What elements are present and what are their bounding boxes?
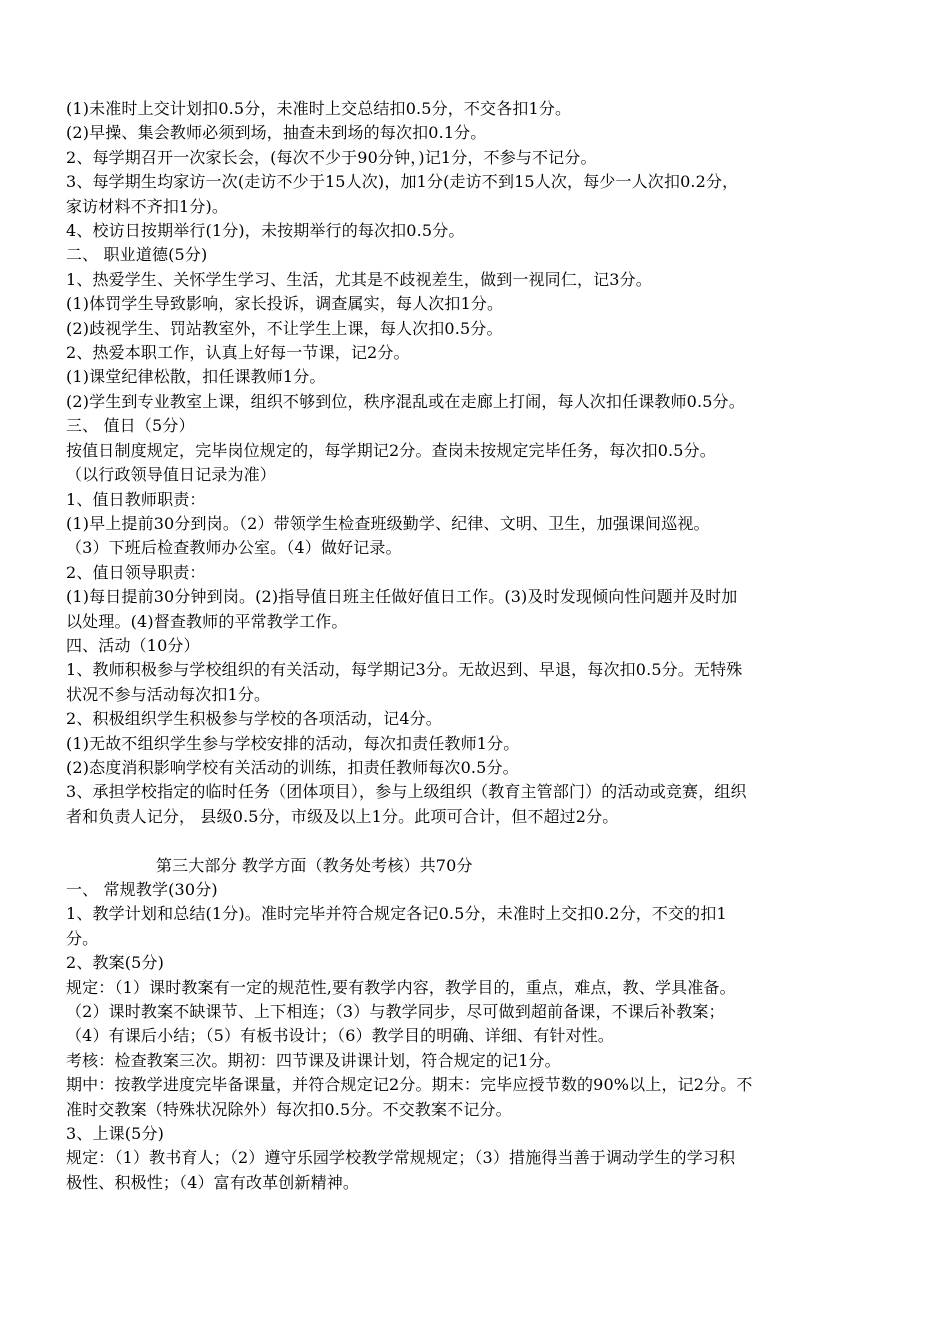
text-line: 1、热爱学生、关怀学生学习、生活，尤其是不歧视差生，做到一视同仁，记3分。 xyxy=(66,269,652,289)
text-line: (1)早上提前30分到岗。（2）带领学生检查班级勤学、纪律、文明、卫生，加强课间巡视。 xyxy=(66,513,710,533)
text-line: (2)早操、集会教师必须到场，抽查未到场的每次扣0.1分。 xyxy=(66,123,487,143)
text-line: 三、 值日（5分） xyxy=(66,416,195,436)
text-line: （4）有课后小结；（5）有板书设计；（6）教学目的明确、详细、有针对性。 xyxy=(66,1026,614,1046)
text-line: 考核：检查教案三次。期初：四节课及讲课计划，符合规定的记1分。 xyxy=(66,1050,561,1070)
text-block-top xyxy=(66,97,896,829)
text-line: 1、教学计划和总结(1分)。准时完毕并符合规定各记0.5分，未准时上交扣0.2分，不交的扣1 xyxy=(66,904,727,924)
blank-line xyxy=(66,829,896,853)
text-line: 1、值日教师职责： xyxy=(66,489,206,509)
text-line: 2、教案(5分) xyxy=(66,953,165,973)
text-line: 2、每学期召开一次家长会，(每次不少于90分钟，)记1分，不参与不记分。 xyxy=(66,147,597,167)
text-line: 3、上课(5分) xyxy=(66,1124,165,1144)
text-line: 二、 职业道德(5分) xyxy=(66,245,208,265)
text-line: (2)学生到专业教室上课，组织不够到位，秩序混乱或在走廊上打闹，每人次扣任课教师0.5分。 xyxy=(66,391,745,411)
text-line: （以行政领导值日记录为准） xyxy=(66,465,276,485)
text-line: 按值日制度规定，完毕岗位规定的，每学期记2分。查岗未按规定完毕任务，每次扣0.5分。 xyxy=(66,440,716,460)
section-heading: 第三大部分 教学方面（教务处考核）共70分 xyxy=(156,855,473,875)
text-block-bottom xyxy=(66,878,896,1195)
text-line: (1)课堂纪律松散，扣任课教师1分。 xyxy=(66,367,326,387)
text-line: (1)无故不组织学生参与学校安排的活动，每次扣责任教师1分。 xyxy=(66,733,520,753)
text-line: (1)未准时上交计划扣0.5分，未准时上交总结扣0.5分，不交各扣1分。 xyxy=(66,99,572,118)
text-line: 极性、积极性；（4）富有改革创新精神。 xyxy=(66,1172,360,1192)
text-line: 四、活动（10分） xyxy=(66,635,200,655)
text-line: 一、 常规教学(30分) xyxy=(66,879,218,899)
text-line: 者和负责人记分， 县级0.5分，市级及以上1分。此项可合计，但不超过2分。 xyxy=(66,806,619,826)
text-line: (1)体罚学生导致影响，家长投诉，调查属实，每人次扣1分。 xyxy=(66,294,504,314)
text-line: 规定：（1）教书育人；（2）遵守乐园学校教学常规规定；（3）措施得当善于调动学生的学习积 xyxy=(66,1148,736,1168)
text-line: (1)每日提前30分钟到岗。(2)指导值日班主任做好值日工作。(3)及时发现倾向性问题并及时加 xyxy=(66,587,738,607)
text-line: 2、热爱本职工作，认真上好每一节课，记2分。 xyxy=(66,343,410,363)
text-line: (2)态度消积影响学校有关活动的训练，扣责任教师每次0.5分。 xyxy=(66,757,519,777)
text-line: 2、值日领导职责： xyxy=(66,562,206,582)
text-line: （2）课时教案不缺课节、上下相连；（3）与教学同步，尽可做到超前备课，不课后补教案； xyxy=(66,1002,725,1022)
text-line: 期中：按教学进度完毕备课量，并符合规定记2分。期末：完毕应授节数的90%以上，记2分。不 xyxy=(66,1075,753,1095)
text-line: 家访材料不齐扣1分)。 xyxy=(66,196,229,216)
text-line: 3、每学期生均家访一次(走访不少于15人次)，加1分(走访不到15人次，每少一人次扣0.2分， xyxy=(66,172,739,192)
text-line: 2、积极组织学生积极参与学校的各项活动，记4分。 xyxy=(66,709,442,729)
document-page xyxy=(66,97,896,1195)
text-line: 4、校访日按期举行(1分)，未按期举行的每次扣0.5分。 xyxy=(66,221,465,241)
text-line: （3）下班后检查教师办公室。（4）做好记录。 xyxy=(66,538,402,558)
text-line: (2)歧视学生、罚站教室外，不让学生上课，每人次扣0.5分。 xyxy=(66,318,503,338)
text-line: 以处理。(4)督查教师的平常教学工作。 xyxy=(66,611,348,631)
text-line: 状况不参与活动每次扣1分。 xyxy=(66,684,271,704)
text-line: 分。 xyxy=(66,928,99,948)
text-line: 3、承担学校指定的临时任务（团体项目），参与上级组织（教育主管部门）的活动或竞赛，组织 xyxy=(66,782,747,802)
text-line: 规定：（1）课时教案有一定的规范性,要有教学内容，教学目的，重点，难点，教、学具准备。 xyxy=(66,977,736,997)
text-line: 准时交教案（特殊状况除外）每次扣0.5分。不交教案不记分。 xyxy=(66,1099,512,1119)
text-line: 1、教师积极参与学校组织的有关活动，每学期记3分。无故迟到、早退，每次扣0.5分。无特殊 xyxy=(66,660,743,680)
